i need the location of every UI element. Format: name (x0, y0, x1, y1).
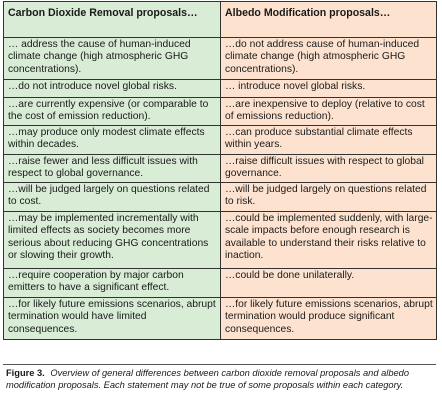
table-row (4, 80, 437, 98)
table-row (4, 212, 437, 269)
albedo-cell: …for likely future emissions scenarios, abrupt termination would produce significant consequences. (221, 298, 437, 340)
table-header-row (4, 2, 437, 38)
cdr-cell: …require cooperation by major carbon emitters to have a significant effect. (4, 269, 221, 298)
albedo-cell: …are inexpensive to deploy (relative to cost of emissions reduction). (221, 98, 437, 126)
caption-text: Overview of general differences between carbon dioxide removal proposals and albedo modification proposals. Each statement may not be true of some proposals within each category. (6, 368, 410, 390)
caption-divider (3, 364, 436, 365)
header-albedo-modification: Albedo Modification proposals… (221, 2, 437, 38)
albedo-cell: …will be judged largely on questions related to risk. (221, 183, 437, 212)
albedo-cell: …could be done unilaterally. (221, 269, 437, 298)
table-row (4, 269, 437, 298)
cdr-cell: …for likely future emissions scenarios, abrupt termination would have limited consequences. (4, 298, 221, 340)
albedo-cell: …do not address cause of human-induced climate change (high atmospheric GHG concentrations). (221, 38, 437, 80)
table-row (4, 98, 437, 126)
table-row (4, 155, 437, 183)
albedo-cell: …could be implemented suddenly, with large-scale impacts before enough research is available to understand their risks relative to inaction. (221, 212, 437, 269)
table-row (4, 38, 437, 80)
comparison-table (3, 1, 437, 340)
figure-caption (6, 368, 434, 392)
cdr-cell: …do not introduce novel global risks. (4, 80, 221, 98)
cdr-cell: …are currently expensive (or comparable to the cost of emission reduction). (4, 98, 221, 126)
cdr-cell: …may be implemented incrementally with limited effects as society becomes more serious about reducing GHG concentrations or slowing their growth. (4, 212, 221, 269)
table-row (4, 183, 437, 212)
albedo-cell: …raise difficult issues with respect to global governance. (221, 155, 437, 183)
header-carbon-dioxide-removal: Carbon Dioxide Removal proposals… (4, 2, 221, 38)
cdr-cell: … address the cause of human-induced climate change (high atmospheric GHG concentrations). (4, 38, 221, 80)
albedo-cell: …can produce substantial climate effects within years. (221, 126, 437, 155)
table-row (4, 298, 437, 340)
albedo-cell: … introduce novel global risks. (221, 80, 437, 98)
table-row (4, 126, 437, 155)
cdr-cell: …will be judged largely on questions related to cost. (4, 183, 221, 212)
caption-label: Figure 3. (6, 368, 45, 378)
cdr-cell: …raise fewer and less difficult issues with respect to global governance. (4, 155, 221, 183)
cdr-cell: …may produce only modest climate effects within decades. (4, 126, 221, 155)
